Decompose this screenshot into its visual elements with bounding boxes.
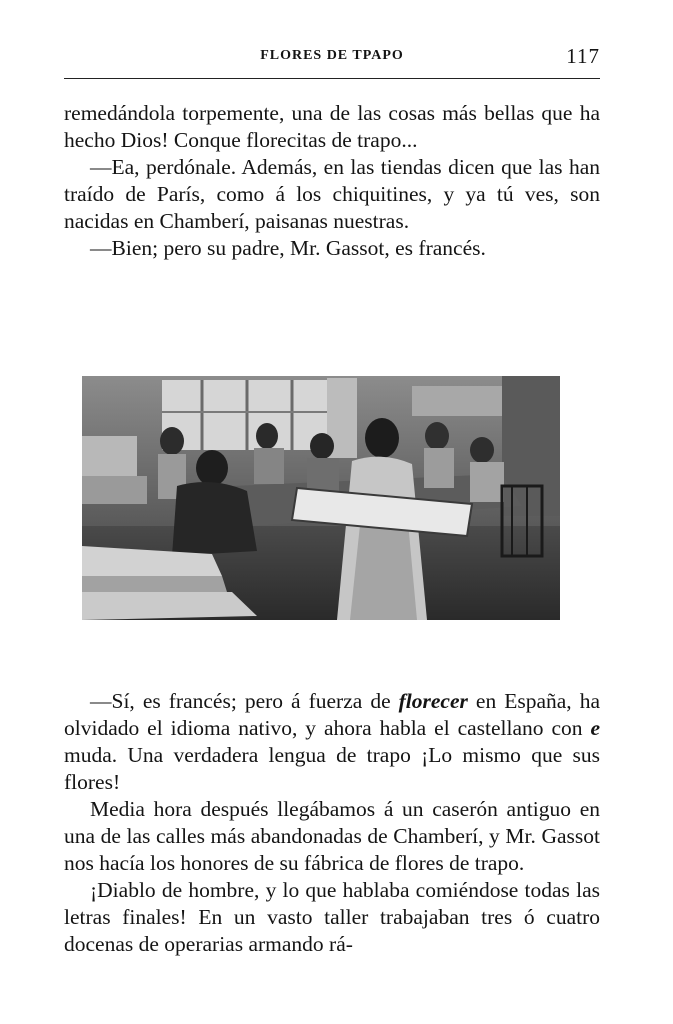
- text-run: —Sí, es francés; pero á fuerza de: [90, 689, 399, 713]
- paragraph-narration-1: Media hora después llegábamos á un caserón antiguo en una de las calles más abandonadas de Chamberí, y Mr. Gassot nos hacía los honores de su fábrica de flores de trapo.: [64, 797, 600, 875]
- running-title: FLORES DE TPAPO: [260, 48, 404, 63]
- bottom-text-block: [64, 688, 600, 958]
- page-header: [64, 44, 600, 74]
- paragraph-dialogue-2: —Bien; pero su padre, Mr. Gassot, es francés.: [90, 236, 486, 260]
- italic-word-florecer: florecer: [398, 689, 468, 713]
- paragraph-dialogue-3: [64, 688, 600, 796]
- paragraph-dialogue-1: —Ea, perdónale. Además, en las tiendas dicen que las han traído de París, como á los chiquitines, y ya tú ves, son nacidas en Chamberí, paisanas nuestras.: [64, 155, 600, 233]
- text-run: muda. Una verdadera lengua de trapo ¡Lo mismo que sus flores!: [64, 743, 600, 794]
- top-text-block: [64, 100, 600, 262]
- italic-letter-e: e: [590, 716, 600, 740]
- page-number: 117: [566, 44, 600, 68]
- workshop-engraving: [82, 376, 560, 620]
- workshop-illustration: [82, 376, 560, 620]
- header-rule: [64, 78, 600, 79]
- paragraph-narration-2: ¡Diablo de hombre, y lo que hablaba comiéndose todas las letras finales! En un vasto taller trabajaban tres ó cuatro docenas de operarias armando rá-: [64, 878, 600, 956]
- paragraph-continuation: remedándola torpemente, una de las cosas más bellas que ha hecho Dios! Conque florecitas de trapo...: [64, 101, 600, 152]
- text-run: en España, ha olvidado el idioma nativo, y ahora habla el castellano con: [64, 689, 600, 740]
